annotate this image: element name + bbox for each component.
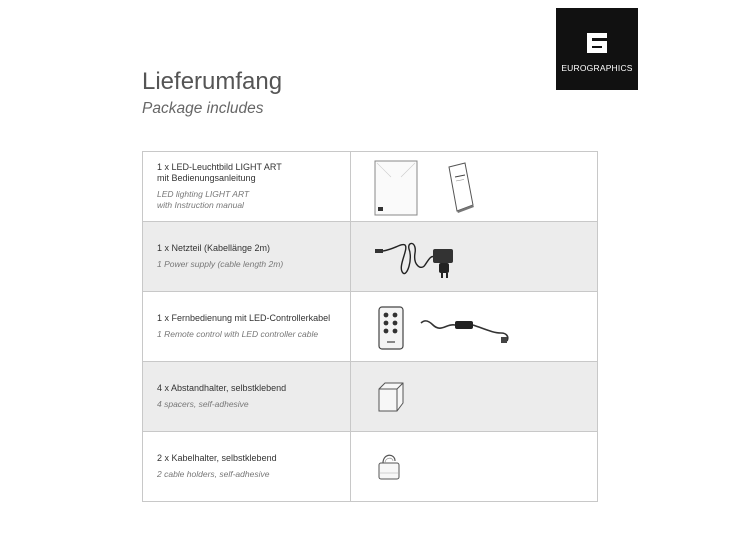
item-english-label: 4 spacers, self-adhesive: [157, 399, 249, 409]
package-contents-table: [142, 151, 598, 502]
page-subtitle: Package includes: [142, 100, 264, 117]
item-image-cell: [351, 432, 598, 502]
eurographics-e-logo-icon: [584, 30, 610, 56]
item-text-cell: [143, 432, 351, 502]
logo-wordmark: EUROGRAPHICS: [561, 63, 633, 73]
cable-holder-icon: [351, 433, 597, 501]
item-english-line: with Instruction manual: [157, 200, 244, 210]
item-german-label: [157, 162, 350, 184]
item-english-label: 1 Remote control with LED controller cable: [157, 329, 319, 339]
table-row: [143, 222, 598, 292]
item-image-cell: [351, 152, 598, 222]
item-english-label: 2 cable holders, self-adhesive: [157, 469, 270, 479]
item-image-cell: [351, 292, 598, 362]
table-row: [143, 432, 598, 502]
item-text-cell: [143, 222, 351, 292]
power-supply-icon: [351, 223, 597, 291]
item-english-label: [157, 189, 350, 211]
item-german-label: 1 x Fernbedienung mit LED-Controllerkabel: [157, 313, 331, 323]
item-german-line: 1 x LED-Leuchtbild LIGHT ART: [157, 162, 282, 172]
table-row: [143, 362, 598, 432]
item-english-label: 1 Power supply (cable length 2m): [157, 259, 284, 269]
item-image-cell: [351, 362, 598, 432]
item-german-label: 2 x Kabelhalter, selbstklebend: [157, 453, 277, 463]
table-row: [143, 292, 598, 362]
item-text-cell: [143, 152, 351, 222]
eurographics-logo: [556, 8, 638, 90]
table-row: [143, 152, 598, 222]
item-text-cell: [143, 292, 351, 362]
item-image-cell: [351, 222, 598, 292]
item-english-line: LED lighting LIGHT ART: [157, 189, 250, 199]
remote-control-icon: [351, 293, 597, 361]
item-german-label: 4 x Abstandhalter, selbstklebend: [157, 383, 287, 393]
page-title: Lieferumfang: [142, 68, 283, 95]
item-german-line: mit Bedienungsanleitung: [157, 173, 256, 183]
light-art-panel-and-manual-icon: [351, 153, 597, 221]
spacer-icon: [351, 363, 597, 431]
item-text-cell: [143, 362, 351, 432]
item-german-label: 1 x Netzteil (Kabellänge 2m): [157, 243, 271, 253]
